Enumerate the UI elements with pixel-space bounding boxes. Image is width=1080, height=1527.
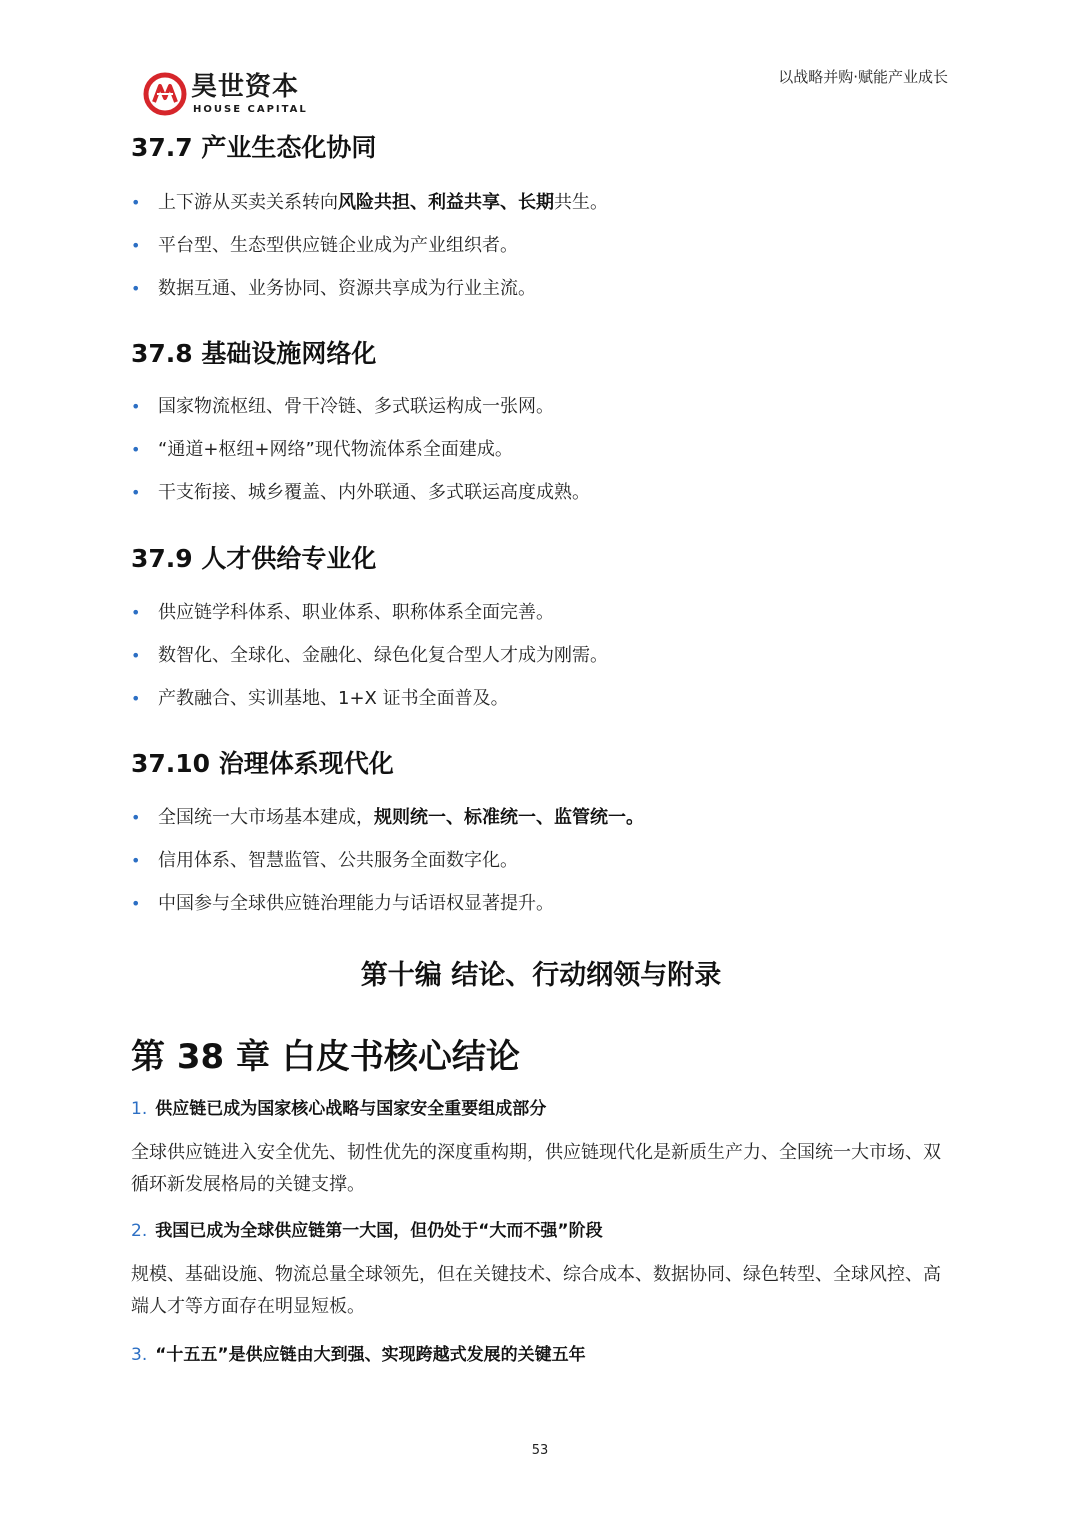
bullet-icon: • [131, 193, 141, 212]
bullet-icon: • [131, 894, 141, 913]
conclusion-text-1: 全球供应链进入安全优先、韧性优先的深度重构期，供应链现代化是新质生产力、全国统一大市场、双循环新发展格局的关键支撑。 [131, 1142, 941, 1195]
conclusion-heading-2: 2. 我国已成为全球供应链第一大国，但仍处于“大而不强”阶段 [131, 1221, 603, 1241]
bullet-icon: • [131, 440, 141, 459]
list-item: • 供应链学科体系、职业体系、职称体系全面完善。 [131, 591, 951, 634]
list-item: • 中国参与全球供应链治理能力与话语权显著提升。 [131, 882, 951, 925]
list-item: • 数智化、全球化、金融化、绿色化复合型人才成为刚需。 [131, 634, 951, 677]
chapter-title: 第 38 章 白皮书核心结论 [131, 1037, 520, 1077]
conclusion-heading-1: 1. 供应链已成为国家核心战略与国家安全重要组成部分 [131, 1099, 547, 1119]
list-item: • 上下游从买卖关系转向风险共担、利益共享、长期共生。 [131, 181, 951, 224]
list-item: • 国家物流枢纽、骨干冷链、多式联运构成一张网。 [131, 385, 951, 428]
bullet-icon: • [131, 603, 141, 622]
bullet-icon: • [131, 646, 141, 665]
list-item: • 全国统一大市场基本建成，规则统一、标准统一、监管统一。 [131, 796, 951, 839]
part-title: 第十编 结论、行动纲领与附录 [360, 960, 722, 991]
bullet-list-37-10 [131, 796, 951, 925]
list-item: • 产教融合、实训基地、1+X 证书全面普及。 [131, 677, 951, 720]
bullet-list-37-8 [131, 385, 951, 514]
conclusion-number: 3. [131, 1345, 148, 1365]
list-item: • 数据互通、业务协同、资源共享成为行业主流。 [131, 267, 951, 310]
section-heading-37-10: 37.10 治理体系现代化 [131, 749, 394, 778]
conclusion-text-2: 规模、基础设施、物流总量全球领先，但在关键技术、综合成本、数据协同、绿色转型、全球风控、高端人才等方面存在明显短板。 [131, 1264, 941, 1317]
conclusion-number: 2. [131, 1221, 148, 1241]
logo-mark-icon [143, 72, 187, 116]
list-item: • “通道+枢纽+网络”现代物流体系全面建成。 [131, 428, 951, 471]
conclusion-heading-3: 3. “十五五”是供应链由大到强、实现跨越式发展的关键五年 [131, 1345, 586, 1365]
bullet-icon: • [131, 808, 141, 827]
list-item: • 平台型、生态型供应链企业成为产业组织者。 [131, 224, 951, 267]
section-heading-37-9: 37.9 人才供给专业化 [131, 544, 377, 573]
bullet-icon: • [131, 397, 141, 416]
list-item: • 干支衔接、城乡覆盖、内外联通、多式联运高度成熟。 [131, 471, 951, 514]
section-heading-37-7: 37.7 产业生态化协同 [131, 133, 377, 162]
bullet-icon: • [131, 851, 141, 870]
page-header [0, 0, 1080, 130]
conclusion-number: 1. [131, 1099, 148, 1119]
logo-chinese-text: 昊世资本 [191, 72, 300, 102]
logo-english-text: HOUSE CAPITAL [193, 104, 308, 115]
page-number: 53 [531, 1443, 549, 1458]
bullet-icon: • [131, 236, 141, 255]
bullet-list-37-7 [131, 181, 951, 310]
bullet-icon: • [131, 483, 141, 502]
section-heading-37-8: 37.8 基础设施网络化 [131, 339, 377, 368]
bullet-icon: • [131, 279, 141, 298]
bullet-list-37-9 [131, 591, 951, 720]
list-item: • 信用体系、智慧监管、公共服务全面数字化。 [131, 839, 951, 882]
document-body [131, 130, 951, 1369]
bullet-icon: • [131, 689, 141, 708]
header-slogan: 以战略并购·赋能产业成长 [778, 68, 948, 86]
house-capital-logo [143, 70, 313, 120]
